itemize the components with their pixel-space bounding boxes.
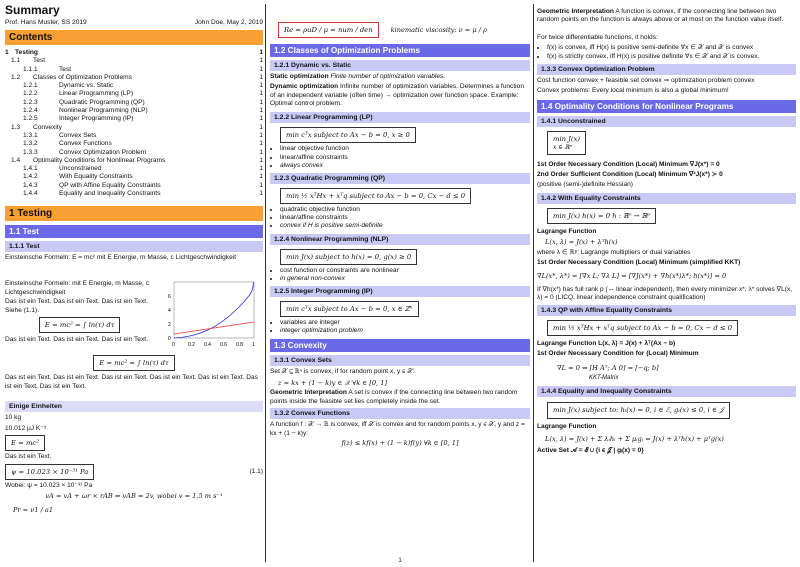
kkt-matrix-label: KKT-Matrix <box>589 375 619 382</box>
toc-number: 1.1 <box>11 57 21 65</box>
einstein-text-1: Einsteinsche Formeln: E = mc² mit E Energie, m Masse, c Lichtgeschwindigkeit <box>5 254 237 262</box>
subsubsection-inequality: 1.4.4 Equality and Inequality Constraints <box>537 386 796 397</box>
subsubsection-lp: 1.2.2 Linear Programming (LP) <box>270 112 530 123</box>
toc-number: 1.2.3 <box>23 98 38 106</box>
toc-number: 1.2.2 <box>23 90 38 98</box>
wobei-text: Wobei: ψ = 10.023 × 10⁻³¹ Pa <box>5 481 93 489</box>
kkt-equation: ∇L(x*, λ*) = [∇x L; ∇λ L] = [∇J(x*) + ∇h(x*)λ*; h(x*)] = 0 <box>537 272 727 281</box>
subsubsection-nlp: 1.2.4 Nonlinear Programming (NLP) <box>270 234 530 245</box>
column-2 <box>270 0 530 564</box>
plot-x-tick: 0.8 <box>236 342 244 349</box>
toc-label: Convex Sets <box>59 131 97 139</box>
date-line: John Doe, May 2, 2019 <box>194 19 263 26</box>
toc-entry[interactable] <box>5 124 263 132</box>
convex-sets-text: Set 𝒳 ⊆ ℝⁿ is convex, if for random point x, y ∈ 𝒳: <box>270 368 415 376</box>
toc-label: Testing <box>15 49 38 56</box>
subsubsection-dynamic: 1.2.1 Dynamic vs. Static <box>270 60 530 71</box>
geometric-text: A set is convex if the connecting line between two random points inside the feasible set lies completely inside the set. <box>270 389 518 405</box>
unconstrained-box <box>547 131 586 155</box>
nlp-list <box>270 267 530 283</box>
toc-label: Test <box>33 57 46 65</box>
ip-list <box>270 319 530 335</box>
qp-affine-box: min ½ xᵀHx + xᵀq subject to Ax − b = 0, Cx − d ≤ 0 <box>547 320 738 336</box>
nlp-equation-box: min J(x) subject to h(x) = 0, g(x) ≥ 0 <box>280 249 417 265</box>
body-text-4: Das ist ein Text. <box>5 453 52 461</box>
body-text-2: Das ist ein Text. Das ist ein Text. Das ist ein Text. <box>5 336 148 344</box>
toc-number: 1 <box>5 49 9 56</box>
dynamic-text: Infinite number of optimization variables. Determines a function of an independent variable (often time) → optimization over function space. Example: Optimal control problem. <box>270 83 524 108</box>
toc-number: 1.4.1 <box>23 165 38 173</box>
toc-number: 1.4 <box>11 156 21 164</box>
unit-1: 10 kg <box>5 414 22 422</box>
active-set: Active Set 𝒜 = ℰ ∪ {i ∈ 𝒥 | gᵢ(x) = 0} <box>537 447 644 455</box>
subsection-classes: 1.2 Classes of Optimization Problems <box>270 44 530 57</box>
toc-entry[interactable] <box>5 190 263 198</box>
toc-number: 1.1.1 <box>23 65 38 73</box>
toc-entry[interactable] <box>5 173 263 181</box>
unconstrained-second-order: 2nd Order Sufficient Condition (Local) Minimum ∇²J(x*) ≻ 0 <box>537 171 723 179</box>
static-label: Static optimization <box>270 73 329 80</box>
toc-label: Quadratic Programming (QP) <box>59 98 145 106</box>
list-item: • variables are integer <box>280 319 530 327</box>
toc-page: 1 <box>259 148 263 156</box>
toc-page: 1 <box>259 165 263 173</box>
toc-label: Optimality Conditions for Nonlinear Programs <box>33 156 166 164</box>
toc-page: 1 <box>259 131 263 139</box>
toc-label: Equality and Inequality Constraints <box>59 190 161 198</box>
plot-x-tick: 0.4 <box>204 342 212 349</box>
velocity-equation: vA = vA + ωr × rAB ⇒ vAB = 2v, wobei v = 1.5 m s⁻¹ <box>45 491 223 500</box>
toc-number: 1.2.1 <box>23 82 38 90</box>
toc-page: 1 <box>259 123 263 131</box>
toc-page: 1 <box>259 107 263 115</box>
toc-entry[interactable] <box>5 157 263 165</box>
toc-number: 1.4.2 <box>23 173 38 181</box>
toc-entry[interactable] <box>5 82 263 90</box>
convex-functions-equation: f(z) ≤ kf(x) + (1 − k)f(y) ∀k ∈ [0, 1] <box>341 439 459 448</box>
byline <box>5 19 263 26</box>
toc-page: 1 <box>259 90 263 98</box>
list-item: • linear objective function <box>280 145 530 153</box>
body-text-1: Das ist ein Text. Das ist ein Text. Das ist ein Text. Siehe (1.1). <box>5 298 148 314</box>
list-item: • always convex <box>280 162 530 170</box>
geometric-label-functions: Geometric Interpretation <box>537 8 614 15</box>
toc-page: 1 <box>259 82 263 90</box>
column-divider-right <box>533 4 534 562</box>
toc-entry[interactable] <box>5 115 263 123</box>
column-3 <box>537 0 796 456</box>
ineq-lagrange-equation: L(x, λ) = J(x) + Σ λᵢhᵢ + Σ μᵢgᵢ = J(x) + λᵀh(x) + μᵀg(x) <box>545 434 724 443</box>
geometric-text-functions: A function is convex, if the connecting line between two random points on the function is always above or at most on the function value itself. <box>537 8 784 24</box>
qp-affine-first-order: 1st Order Necessary Condition for (Local) Minimum <box>537 350 699 358</box>
toc-page: 1 <box>259 98 263 106</box>
unit-2: 10.012 µJ K⁻³ <box>5 424 47 432</box>
list-item: • f(x) is strictly convex, iff H(x) is positive definite ∀x ∈ 𝒳 and 𝒳 is convex. <box>547 53 796 61</box>
subsection-optimality: 1.4 Optimality Conditions for Nonlinear Programs <box>537 100 796 113</box>
convex-sets-equation: z = kx + (1 − k)y ∈ 𝒳 ∀k ∈ [0, 1] <box>278 378 388 387</box>
toc-entry[interactable] <box>5 132 263 140</box>
kinematic-viscosity: kinematic viscosity: ν = μ / ρ <box>390 26 487 34</box>
toc-label: Test <box>59 65 72 73</box>
list-item: • integer optimization problem <box>280 327 530 335</box>
body-text-3: Das ist ein Text. Das ist ein Text. Das ist ein Text. Das ist ein Text. Das ist ein Text. Das ist ein Text. Das ist ein Text. <box>5 374 258 390</box>
toc-entry[interactable] <box>5 140 263 148</box>
column-1 <box>5 0 263 515</box>
subsubsection-convex-sets: 1.3.1 Convex Sets <box>270 355 530 366</box>
unconstrained-second-note: (positive (semi-)definite Hessian) <box>537 181 634 189</box>
subsection-convexity: 1.3 Convexity <box>270 339 530 352</box>
toc-number: 1.4.4 <box>23 190 38 198</box>
column-divider-left <box>265 4 266 562</box>
list-item: • convex if H is positive semi-definite <box>280 222 530 230</box>
toc-page: 1 <box>259 65 263 73</box>
list-item: • cost function or constraints are nonlinear <box>280 267 530 275</box>
lagrange-where: where λ ∈ ℝᵖ: Lagrange multipliers or dual variables <box>537 248 691 256</box>
toc-label: Unconstrained <box>59 165 102 173</box>
licq-text: If ∇h(x*) has full rank p (⇔ linear independent), then every minimizer x*, λ* solves ∇L(x, λ) = 0 (LICQ, linear independence constraint qualification) <box>537 285 793 302</box>
toc-number: 1.2.5 <box>23 115 38 123</box>
kkt-title: 1st Order Necessary Condition (Local) Minimum (simplified KKT) <box>537 259 741 267</box>
units-heading: Einige Einheiten <box>5 401 263 412</box>
toc-entry[interactable] <box>5 182 263 190</box>
table-of-contents <box>5 49 263 198</box>
toc-label: Classes of Optimization Problems <box>33 73 132 81</box>
ip-equation-box: min cᵀx subject to Ax − b = 0, x ∈ ℤⁿ <box>280 301 419 317</box>
toc-page: 1 <box>259 49 263 56</box>
convex-functions-text: A function f : 𝒳 → ℝ is convex, iff 𝒳 is convex and for random points x, y ∈ 𝒳, y and z = kx + (1 − k)y: <box>270 421 525 437</box>
toc-number: 1.2 <box>11 73 21 81</box>
subsubsection-ip: 1.2.5 Integer Programming (IP) <box>270 286 530 297</box>
subsubsection-unconstrained: 1.4.1 Unconstrained <box>537 116 796 127</box>
einstein-text-2: Einsteinsche Formeln: mit E Energie, m Masse, c Lichtgeschwindigkeit <box>5 280 150 296</box>
plot-y-tick: 0 <box>168 336 172 343</box>
toc-page: 1 <box>259 140 263 148</box>
toc-entry[interactable] <box>5 74 263 82</box>
toc-page: 1 <box>259 173 263 181</box>
lagrange-equation: L(x, λ) = J(x) + λᵀh(x) <box>545 238 618 247</box>
list-item: • in general non-convex <box>280 275 530 283</box>
toc-page: 1 <box>259 156 263 164</box>
list-item: • linear/affine constraints <box>280 214 530 222</box>
lp-list <box>270 145 530 170</box>
plot-y-tick: 4 <box>168 308 172 315</box>
qp-affine-kkt: ∇L = 0 ⇔ [H Aᵀ; A 0] = [−q; b] <box>557 363 659 372</box>
toc-page: 1 <box>259 115 263 123</box>
qp-list <box>270 206 530 231</box>
geometric-label: Geometric Interpretation <box>270 389 347 397</box>
unconstrained-sub: x ∈ ℝⁿ <box>553 143 573 151</box>
plot-x-tick: 0 <box>172 342 176 349</box>
toc-label: With Equality Constraints <box>59 173 133 181</box>
toc-label: Convex Functions <box>59 140 112 148</box>
toc-label: Convex Optimization Problem <box>59 148 147 156</box>
convex-opt-text-2: Convex problems: Every local minimum is also a global minimum! <box>537 87 729 95</box>
toc-entry[interactable] <box>5 66 263 74</box>
equality-box: min J(x) h(x) = 0 h : ℝⁿ → ℝᵖ <box>547 208 656 224</box>
toc-entry[interactable] <box>5 90 263 98</box>
plot-x-tick: 0.6 <box>220 342 228 349</box>
lp-equation-box: min cᵀx subject to Ax − b = 0, x ≥ 0 <box>280 127 416 143</box>
toc-entry[interactable] <box>5 165 263 173</box>
energy-equation-box-2: E = mc² = ∫ ln(τ) dτ <box>93 355 175 371</box>
qp-affine-lagrange: Lagrange Function L(x, λ) = J(x) + λᵀ(Ax − b) <box>537 339 676 347</box>
toc-label: QP with Affine Equality Constraints <box>59 181 161 189</box>
toc-number: 1.3.3 <box>23 148 38 156</box>
toc-number: 1.4.3 <box>23 181 38 189</box>
toc-entry[interactable] <box>5 107 263 115</box>
toc-number: 1.3 <box>11 123 21 131</box>
contents-heading: Contents <box>5 30 263 45</box>
equation-number: (1.1) <box>249 468 263 476</box>
plot-x-tick: 1 <box>252 342 256 349</box>
toc-entry[interactable] <box>5 49 263 57</box>
plot-y-tick: 6 <box>168 294 172 301</box>
page-number: 1 <box>398 558 402 564</box>
toc-label: Dynamic vs. Static <box>59 82 114 90</box>
qp-equation-box: min ½ xᵀHx + xᵀq subject to Ax − b = 0, Cx − d ≤ 0 <box>280 188 471 204</box>
toc-entry[interactable] <box>5 57 263 65</box>
toc-number: 1.3.2 <box>23 140 38 148</box>
toc-page: 1 <box>259 73 263 81</box>
inequality-box: min J(x) subject to: hᵢ(x) = 0, i ∈ ℰ, gᵢ(x) ≤ 0, i ∈ 𝒥 <box>547 402 730 419</box>
twice-diff-text: For twice differentiable functions, it holds: <box>537 34 658 41</box>
list-item: • linear/affine constraints <box>280 154 530 162</box>
subsubsection-equality: 1.4.2 With Equality Constraints <box>537 193 796 204</box>
unconstrained-first-order: 1st Order Necessary Condition (Local) Minimum ∇J(x*) = 0 <box>537 160 720 168</box>
reynolds-equation-box: Re = ρuD / μ = num / den <box>278 22 379 38</box>
toc-number: 1.2.4 <box>23 107 38 115</box>
subsubsection-convex-functions: 1.3.2 Convex Functions <box>270 408 530 419</box>
toc-page: 1 <box>259 57 263 65</box>
ineq-lagrange-title: Lagrange Function <box>537 422 597 430</box>
mc2-box: E = mc² <box>5 435 45 451</box>
subsubsection-convex-opt: 1.3.3 Convex Optimization Problem <box>537 64 796 75</box>
twice-diff-list <box>537 44 796 60</box>
toc-label: Linear Programming (LP) <box>59 90 134 98</box>
toc-page: 1 <box>259 190 263 198</box>
author: Prof. Hans Muster, SS 2019 <box>5 19 87 26</box>
toc-entry[interactable] <box>5 149 263 157</box>
unconstrained-eq: min J(x) <box>553 134 581 143</box>
toc-number: 1.3.1 <box>23 131 38 139</box>
toc-label: Integer Programming (IP) <box>59 115 134 123</box>
toc-entry[interactable] <box>5 99 263 107</box>
toc-label: Nonlinear Programming (NLP) <box>59 107 148 115</box>
prandtl-equation: Pr = ν1 / a1 <box>13 506 54 515</box>
subsubsection-qp-affine: 1.4.3 QP with Affine Equality Constraints <box>537 305 796 316</box>
toc-page: 1 <box>259 181 263 189</box>
subsection-test: 1.1 Test <box>5 225 263 238</box>
subsubsection-test: 1.1.1 Test <box>5 241 263 252</box>
toc-label: Convexity <box>33 123 62 131</box>
energy-equation-box: E = mc² = ∫ ln(τ) dτ <box>39 317 121 333</box>
function-plot <box>158 278 263 352</box>
lagrange-title: Lagrange Function <box>537 227 597 235</box>
section-testing: 1 Testing <box>5 206 263 221</box>
dynamic-label: Dynamic optimization <box>270 83 339 91</box>
page-title: Summary <box>5 3 60 17</box>
static-text: Finite number of optimization variables. <box>330 73 446 80</box>
plot-x-tick: 0.2 <box>188 342 196 349</box>
psi-equation-box: ψ = 10.023 × 10⁻³¹ Pa <box>5 464 94 480</box>
convex-opt-text-1: Cost function convex + feasible set convex ⇒ optimization problem convex <box>537 76 755 84</box>
plot-y-tick: 2 <box>168 322 172 329</box>
list-item: • quadratic objective function <box>280 206 530 214</box>
list-item: • f(x) is convex, iff H(x) is positive semi-definite ∀x ∈ 𝒳 and 𝒳 is convex <box>547 44 796 52</box>
subsubsection-qp: 1.2.3 Quadratic Programming (QP) <box>270 173 530 184</box>
